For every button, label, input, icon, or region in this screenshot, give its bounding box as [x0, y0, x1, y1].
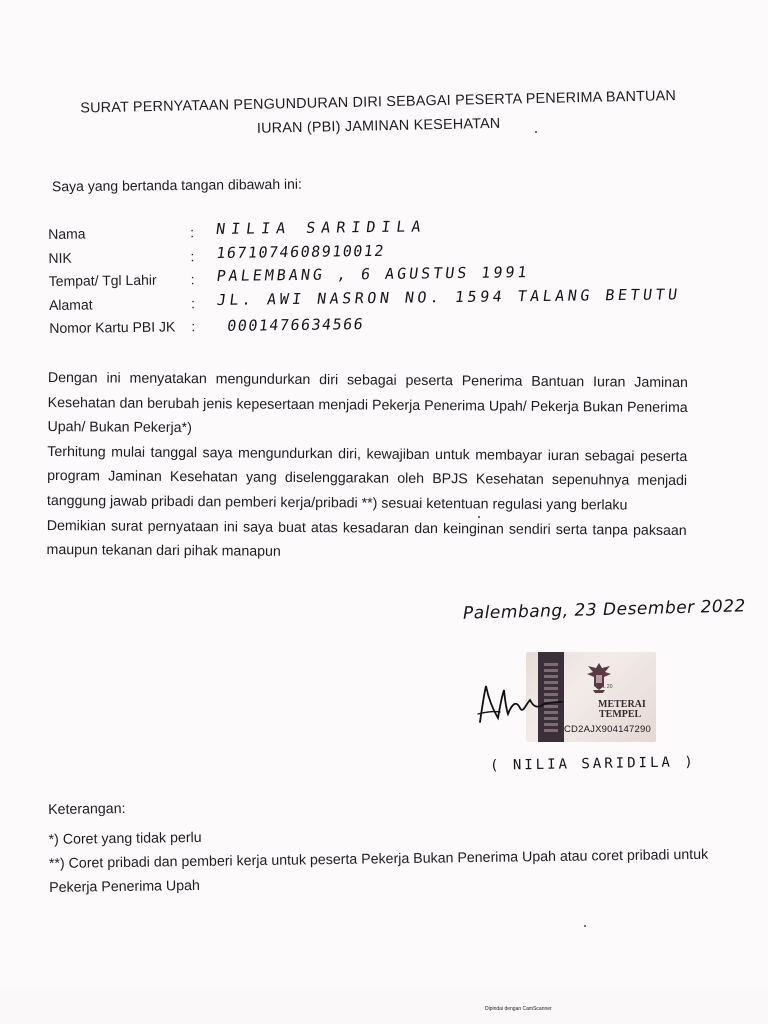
- statement-paragraph: Demikian surat pernyataan ini saya buat atas kesadaran dan keinginan sendiri serta tanpa paksaan maupun tekanan dari pihak manapun: [46, 517, 687, 560]
- handwritten-signature: [474, 678, 564, 728]
- scanner-watermark: Dipindai dengan CamScanner: [485, 1006, 552, 1012]
- scan-speck: [478, 516, 480, 518]
- identity-fields: [48, 214, 729, 340]
- field-colon: :: [190, 271, 195, 288]
- field-value-birth: PALEMBANG , 6 AGUSTUS 1991: [215, 263, 531, 285]
- stamp-small-text: TGL 20: [596, 684, 613, 690]
- intro-text: Saya yang bertanda tangan dibawah ini:: [51, 175, 302, 195]
- field-value-card: 0001476634566: [226, 315, 366, 335]
- field-colon: :: [191, 318, 196, 335]
- signatory-name: ( NILIA SARIDILA ): [489, 754, 696, 774]
- stamp-serial: CD2AJX904147290: [564, 724, 651, 735]
- scan-speck: [535, 131, 537, 133]
- stamp-label-2: TEMPEL: [599, 709, 642, 720]
- field-label: Nomor Kartu PBI JK: [49, 318, 176, 336]
- field-label: Alamat: [48, 295, 93, 313]
- field-label: NIK: [48, 249, 72, 266]
- field-colon: :: [190, 224, 195, 241]
- title-line-1: SURAT PERNYATAAN PENGUNDURAN DIRI SEBAGAI PESERTA PENERIMA BANTUAN: [80, 88, 677, 117]
- field-label: Tempat/ Tgl Lahir: [48, 271, 157, 289]
- field-value-nik: 1671074608910012: [215, 241, 387, 262]
- place-and-date: Palembang, 23 Desember 2022: [462, 596, 747, 624]
- statement-body: [46, 366, 688, 568]
- notes-heading: Keterangan:: [48, 800, 126, 818]
- field-label: Nama: [48, 225, 86, 242]
- field-colon: :: [190, 294, 195, 311]
- field-value-name: NILIA SARIDILA: [214, 217, 428, 238]
- field-value-address: JL. AWI NASRON NO. 1594 TALANG BETUTU: [215, 284, 682, 309]
- statement-paragraph: Terhitung mulai tanggal saya mengundurkan diri, kewajiban untuk membayar iuran sebagai peserta program Jaminan Kesehatan yang diselenggarakan oleh BPJS Kesehatan sepenuhnya menjadi tanggung jawab pribadi dan pemberi kerja/pribadi **) sesuai ketentuan regulasi yang berlaku: [46, 443, 688, 514]
- statement-paragraph: Dengan ini menyatakan mengundurkan diri sebagai peserta Penerima Bantuan Iuran Jaminan Kesehatan dan berubah jenis kepesertaan menjadi Pekerja Penerima Upah/ Pekerja Bukan Penerima Upah/ Bukan Pekerja*): [47, 369, 688, 437]
- scan-speck: [584, 925, 586, 927]
- title-line-2: IURAN (PBI) JAMINAN KESEHATAN: [256, 115, 501, 137]
- field-colon: :: [190, 247, 195, 264]
- stamp-label-1: METERAI: [598, 699, 646, 710]
- note-item: *) Coret yang tidak perlu: [48, 829, 202, 848]
- document-title: [58, 84, 699, 145]
- notes-section: [48, 789, 709, 900]
- note-item: **) Coret pribadi dan pemberi kerja untuk peserta Pekerja Bukan Penerima Upah atau coret pribadi untuk Pekerja Penerima Upah: [48, 846, 709, 896]
